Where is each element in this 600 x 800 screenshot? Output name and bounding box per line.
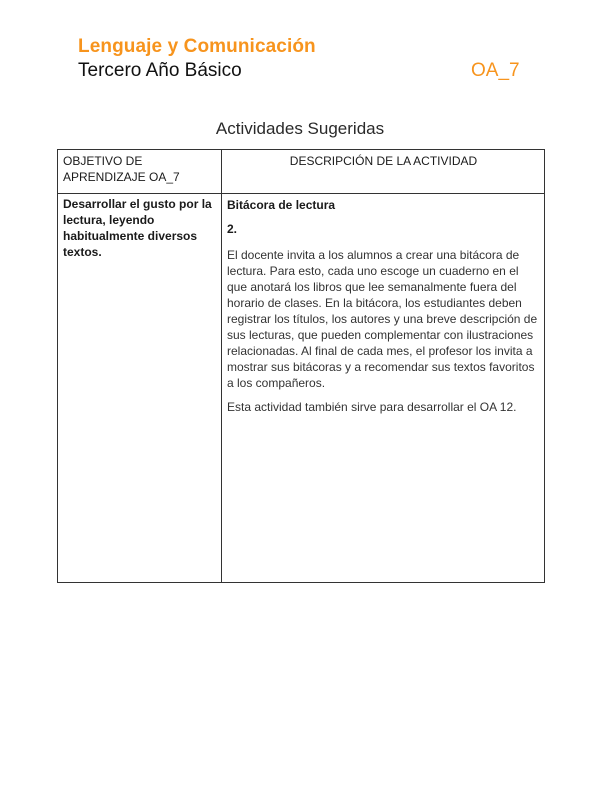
description-cell [222,194,545,583]
activity-title: Bitácora de lectura [227,198,336,212]
activities-table [57,149,545,583]
header-grade: Tercero Año Básico [78,60,242,81]
header-code: OA_7 [471,60,520,81]
column-header-objective: OBJETIVO DE APRENDIZAJE OA_7 [58,150,222,194]
table-row [58,194,545,583]
column-header-description: DESCRIPCIÓN DE LA ACTIVIDAD [222,150,545,194]
activity-number: 2. [227,222,238,236]
header-subject: Lenguaje y Comunicación [78,36,316,57]
activity-note: Esta actividad también sirve para desarrollar el OA 12. [227,400,517,414]
section-title: Actividades Sugeridas [215,119,385,138]
objective-cell: Desarrollar el gusto por la lectura, leyendo habitualmente diversos textos. [58,194,222,583]
table-header-row [58,150,545,194]
activity-description: El docente invita a los alumnos a crear una bitácora de lectura. Para esto, cada uno escoge un cuaderno en el que anotará los libros que lee semanalmente fuera del horario de clases. En la bitácora, los estudiantes deben registrar los títulos, los autores y una breve descripción de sus lecturas, que pueden complementar con ilustraciones relacionadas. Al final de cada mes, el profesor los invita a mostrar sus bitácoras y a recomendar sus textos favoritos a los compañeros. [227,248,538,390]
